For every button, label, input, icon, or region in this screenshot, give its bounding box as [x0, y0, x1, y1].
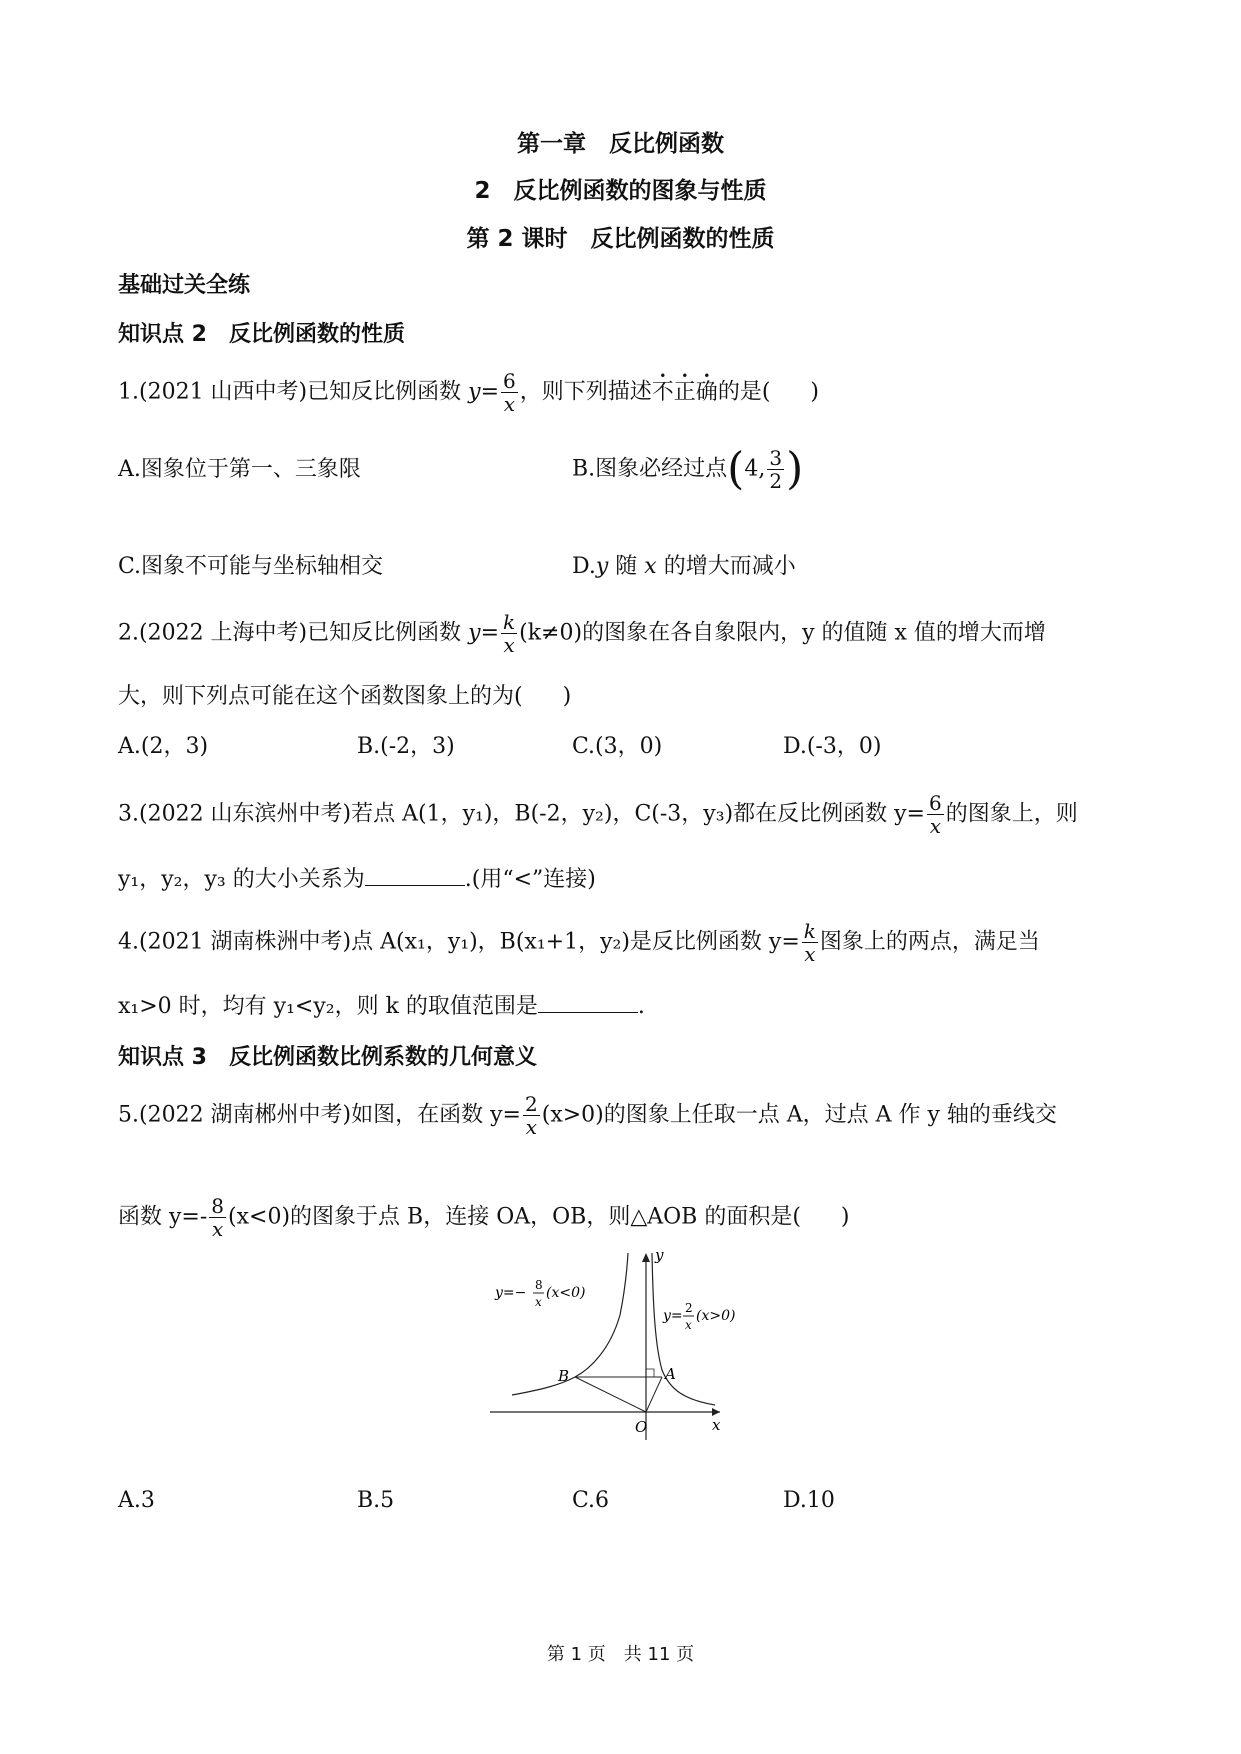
q5-line-2: 函数 y=- $\frac{8}{x}$ (x<0)的图象于点 B，连接 OA，OB，则△AOB 的面积是( ): [118, 1194, 850, 1241]
q5-option-a: A.3: [118, 1488, 155, 1513]
label-right-num: 2: [685, 1301, 693, 1315]
q1-option-c: C.图象不可能与坐标轴相交: [118, 554, 384, 579]
right-angle-mark: [646, 1369, 654, 1377]
chapter-title: 第一章 反比例函数: [517, 131, 724, 157]
x-axis-arrow: [712, 1408, 720, 1416]
part-heading: 基础过关全练: [118, 273, 251, 298]
y-axis-arrow: [642, 1253, 650, 1262]
knowledge-point-2: 知识点 2 反比例函数的性质: [118, 322, 405, 347]
label-right-pre: y=: [663, 1308, 683, 1324]
label-right-suf: (x>0): [696, 1308, 736, 1324]
q1-option-a: A.图象位于第一、三象限: [118, 457, 361, 482]
q5-figure: [480, 1245, 780, 1445]
q2-option-b: B.(-2，3): [357, 734, 455, 759]
question-2: 2.(2022 上海中考)已知反比例函数 y= $\frac{k}{x}$ (k≠0)的图象在各自象限内，y 的值随 x 值的增大而增: [118, 610, 1046, 657]
q5-option-d: D.10: [783, 1488, 835, 1513]
q4-answer-blank[interactable]: [538, 992, 638, 1013]
label-right-den: x: [685, 1318, 692, 1332]
curve-right: [652, 1253, 715, 1405]
label-left-den: x: [535, 1295, 542, 1309]
q2-option-a: A.(2，3): [118, 734, 209, 759]
curve-left: [512, 1253, 628, 1395]
label-point-b: B: [558, 1367, 570, 1385]
q2-line-2: 大，则下列点可能在这个函数图象上的为( ): [118, 684, 572, 709]
label-left-suf: (x<0): [546, 1285, 586, 1301]
q2-option-c: C.(3，0): [572, 734, 663, 759]
section-title: 2 反比例函数的图象与性质: [474, 178, 767, 204]
q1-prefix: 1.(2021 山西中考)已知反比例函数: [118, 379, 469, 405]
lesson-title: 第 2 课时 反比例函数的性质: [466, 226, 775, 252]
q3-answer-blank[interactable]: [365, 865, 465, 886]
q4-line-2: x₁>0 时，均有 y₁<y₂，则 k 的取值范围是 .: [118, 994, 645, 1019]
label-origin: O: [635, 1418, 648, 1436]
question-1: 1.(2021 山西中考)已知反比例函数 y= $\frac{6}{x}$ ，则下列描述不正确的是( ): [118, 369, 819, 416]
q5-option-b: B.5: [357, 1488, 395, 1513]
q1-option-d: D.y 随 x 的增大而减小: [572, 554, 796, 579]
segment-ob: [575, 1377, 646, 1412]
label-left-pre: y=−: [495, 1285, 527, 1301]
q1-option-b: B.图象必经过点(4, $\frac{3}{2}$ ): [572, 443, 804, 495]
knowledge-point-3: 知识点 3 反比例函数比例系数的几何意义: [118, 1045, 537, 1070]
question-5: 5.(2022 湖南郴州中考)如图，在函数 y= $\frac{2}{x}$ (x>0)的图象上任取一点 A，过点 A 作 y 轴的垂线交: [118, 1092, 1057, 1139]
question-3: 3.(2022 山东滨州中考)若点 A(1，y₁)，B(-2，y₂)，C(-3，y₃)都在反比例函数 y= $\frac{6}{x}$ 的图象上，则: [118, 791, 1078, 838]
label-x-axis: x: [712, 1416, 721, 1434]
q5-option-c: C.6: [572, 1488, 610, 1513]
segment-oa: [646, 1377, 662, 1412]
label-point-a: A: [665, 1365, 676, 1383]
q3-line-2: y₁，y₂，y₃ 的大小关系为 .(用“<”连接): [118, 867, 596, 892]
label-left-num: 8: [535, 1278, 543, 1292]
label-y-axis: y: [655, 1246, 664, 1264]
page-footer: 第 1 页 共 11 页: [546, 1644, 695, 1665]
q2-option-d: D.(-3，0): [783, 734, 882, 759]
question-4: 4.(2021 湖南株洲中考)点 A(x₁，y₁)，B(x₁+1，y₂)是反比例函数 y= $\frac{k}{x}$ 图象上的两点，满足当: [118, 919, 1040, 966]
